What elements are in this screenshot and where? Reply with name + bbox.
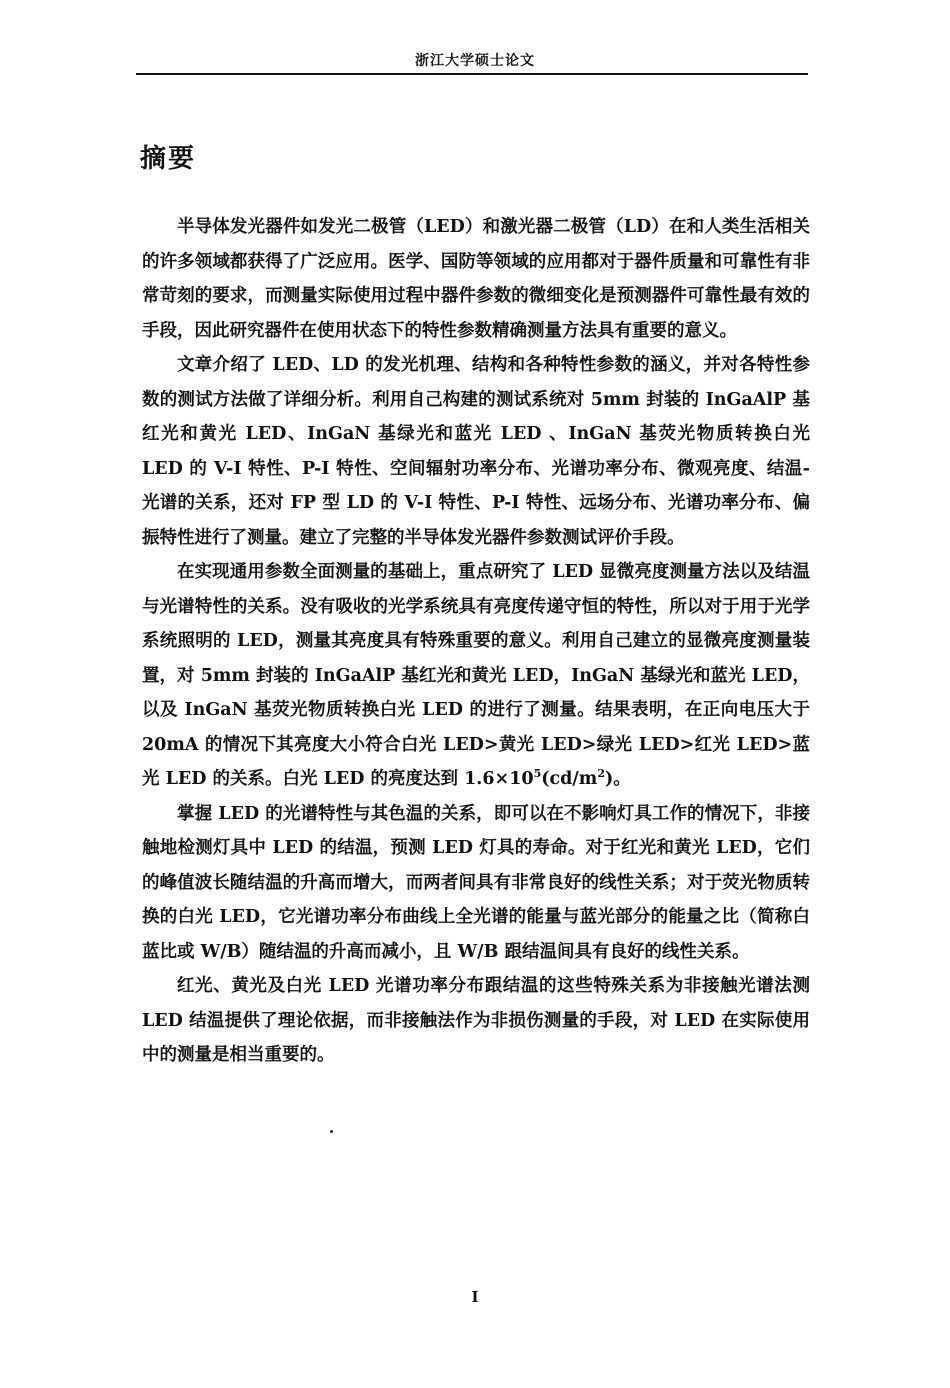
abstract-paragraph-5: 红光、黄光及白光 LED 光谱功率分布跟结温的这些特殊关系为非接触光谱法测 LED 结温提供了理论依据，而非接触法作为非损伤测量的手段，对 LED 在实际使用中的测量是相当重要的。 — [142, 976, 810, 1065]
page-number: I — [471, 1288, 479, 1306]
brightness-unit-end: )。 — [604, 769, 631, 789]
paragraph-3-text: 在实现通用参数全面测量的基础上，重点研究了 LED 显微亮度测量方法以及结温与光谱特性的关系。没有吸收的光学系统具有亮度传递守恒的特性，所以对于用于光学系统照明的 LED，测量其亮度具有特殊重要的意义。利用自己建立的显微亮度测量装置，对 5mm 封装的 InGaAlP 基红光和黄光 LED，InGaN 基绿光和蓝光 LED，以及 InGaN 基荧光物质转换白光 LED 的进行了测量。结果表明，在正向电压大于 20mA 的情况下其亮度大小符合白光 LED>黄光 LED>绿光 LED>红光 LED>蓝光 LED 的关系。白光 LED 的亮度达到 1.6×10 — [142, 562, 810, 789]
brightness-exponent: 5 — [533, 767, 542, 781]
abstract-paragraph-4: 掌握 LED 的光谱特性与其色温的关系，即可以在不影响灯具工作的情况下，非接触地检测灯具中 LED 的结温，预测 LED 灯具的寿命。对于红光和黄光 LED，它们的峰值波长随结温的升高而增大，而两者间具有非常良好的线性关系；对于荧光物质转换的白光 LED，它光谱功率分布曲线上全光谱的能量与蓝光部分的能量之比（简称白蓝比或 W/B）随结温的升高而减小，且 W/B 跟结温间具有良好的线性关系。 — [142, 803, 810, 962]
abstract-title: 摘要 — [140, 144, 197, 174]
abstract-paragraph-3 — [142, 555, 810, 797]
brightness-unit-start: (cd/m — [541, 769, 598, 789]
abstract-body — [142, 210, 810, 1073]
abstract-paragraph-2: 文章介绍了 LED、LD 的发光机理、结构和各种特性参数的涵义，并对各特性参数的测试方法做了详细分析。利用自己构建的测试系统对 5mm 封装的 InGaAlP 基红光和黄光 LED、InGaN 基绿光和蓝光 LED 、InGaN 基荧光物质转换白光 LED 的 V-I 特性、P-I 特性、空间辐射功率分布、光谱功率分布、微观亮度、结温-光谱的关系，还对 FP 型 LD 的 V-I 特性、P-I 特性、远场分布、光谱功率分布、偏振特性进行了测量。建立了完整的半导体发光器件参数测试评价手段。 — [142, 355, 810, 548]
unit-exponent: 2 — [597, 767, 605, 781]
abstract-paragraph-1: 半导体发光器件如发光二极管（LED）和激光器二极管（LD）在和人类生活相关的许多领域都获得了广泛应用。医学、国防等领域的应用都对于器件质量和可靠性有非常苛刻的要求，而测量实际使用过程中器件参数的微细变化是预测器件可靠性最有效的手段，因此研究器件在使用状态下的特性参数精确测量方法具有重要的意义。 — [142, 217, 810, 341]
scan-dot-mark — [330, 1130, 333, 1133]
running-header: 浙江大学硕士论文 — [415, 53, 535, 69]
header-rule — [136, 73, 808, 75]
